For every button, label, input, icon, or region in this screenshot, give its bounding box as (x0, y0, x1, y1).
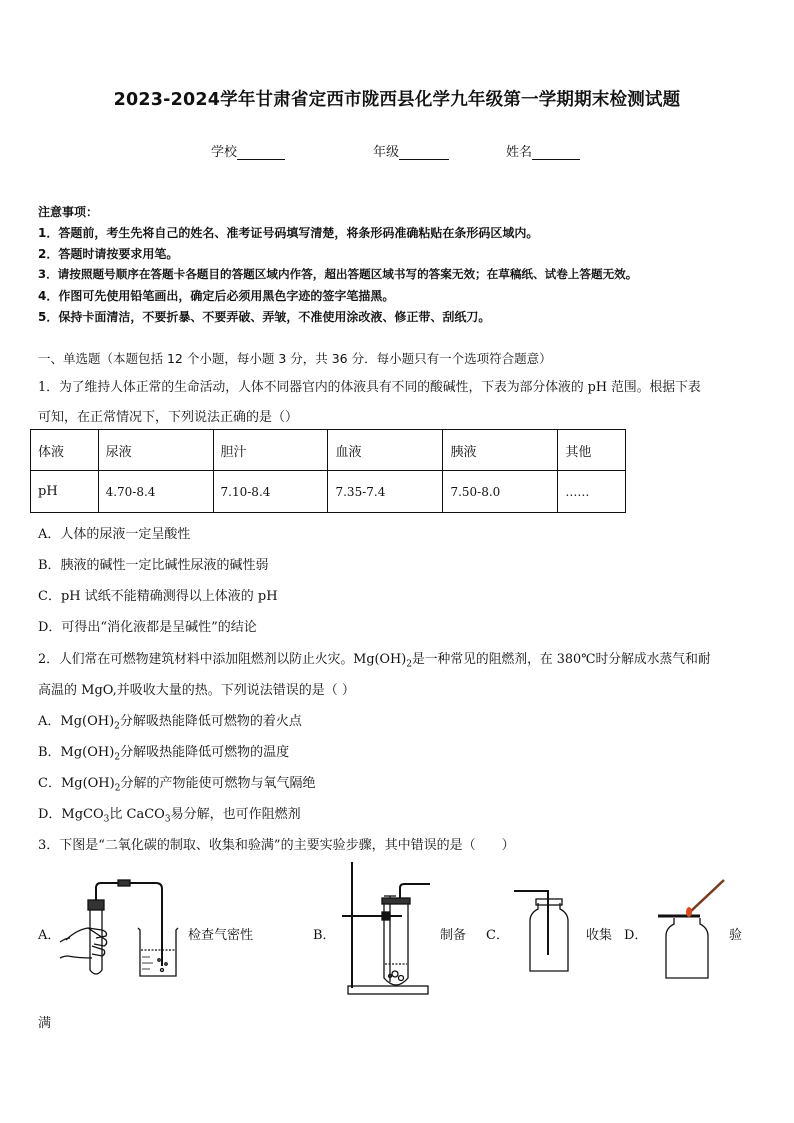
grade-field[interactable] (373, 141, 449, 160)
grade-blank[interactable] (399, 146, 449, 160)
q3-option-b-label: 制备 (440, 928, 467, 943)
option-part: A．Mg(OH) (38, 714, 115, 729)
q1-option-c: C．pH 试纸不能精确测得以上体液的 pH (38, 589, 278, 604)
subscript: 2 (114, 721, 120, 732)
notice-item: 3．请按照题号顺序在答题卡各题目的答题区域内作答，超出答题区域书写的答案无效；在草稿纸、试卷上答题无效。 (38, 267, 638, 281)
table-cell: 胰液 (443, 430, 558, 471)
preparation-diagram (338, 860, 438, 1000)
q1-option-b: B．胰液的碱性一定比碱性尿液的碱性弱 (38, 558, 269, 573)
table-cell: 血液 (328, 430, 443, 471)
notice-item: 1．答题前，考生先将自己的姓名、准考证号码填写清楚，将条形码准确粘贴在条形码区域内。 (38, 226, 539, 240)
name-field[interactable] (506, 141, 580, 160)
table-cell: 尿液 (98, 430, 213, 471)
option-part: 分解的产物能使可燃物与氧气隔绝 (120, 776, 316, 791)
q2-option-d (38, 803, 301, 825)
q1-option-d: D．可得出“消化液都是呈碱性”的结论 (38, 620, 257, 635)
gas-collection-diagram (512, 885, 582, 975)
grade-label: 年级 (373, 145, 400, 160)
q2-stem-part: 是一种常见的阻燃剂，在 380℃时分解成水蒸气和耐 (411, 652, 711, 667)
notice-heading: 注意事项： (38, 205, 99, 219)
table-cell: 7.50-8.0 (443, 471, 558, 513)
option-part: D．MgCO (38, 807, 104, 822)
ph-table (30, 429, 626, 513)
q3-option-d-label-cont: 满 (38, 1016, 52, 1031)
q3-option-d-label: 验 (729, 928, 743, 943)
notice-item: 4．作图可先使用铅笔画出，确定后必须用黑色字迹的签字笔描黑。 (38, 289, 395, 303)
table-row (31, 471, 626, 513)
q3-stem: 3．下图是“二氧化碳的制取、收集和验满”的主要实验步骤，其中错误的是（ ） (38, 838, 515, 853)
verify-full-diagram (654, 876, 730, 982)
school-blank[interactable] (237, 146, 285, 160)
q3-option-d-letter: D． (624, 928, 648, 943)
q2-option-c (38, 772, 315, 794)
table-cell: pH (31, 471, 99, 513)
table-cell: 4.70-8.4 (98, 471, 213, 513)
q2-option-a (38, 710, 302, 732)
subscript: 2 (114, 752, 121, 763)
table-cell: 体液 (31, 430, 99, 471)
q3-option-c-letter: C． (486, 928, 509, 943)
q2-stem-part: 2．人们常在可燃物建筑材料中添加阻燃剂以防止火灾。Mg(OH) (38, 652, 407, 667)
table-cell: 7.35-7.4 (328, 471, 443, 513)
table-cell: …… (558, 471, 626, 513)
subscript: 2 (114, 783, 121, 794)
option-part: 易分解，也可作阻燃剂 (170, 807, 301, 822)
option-part: 分解吸热能降低可燃物的温度 (120, 745, 290, 760)
table-header-row (31, 430, 626, 471)
option-part: 比 CaCO (109, 807, 165, 822)
option-part: B．Mg(OH) (38, 745, 115, 760)
q1-option-a: A．人体的尿液一定呈酸性 (38, 527, 191, 542)
q1-stem-line2: 可知，在正常情况下，下列说法正确的是（） (38, 410, 299, 425)
school-field[interactable] (211, 141, 285, 160)
q3-option-c-label: 收集 (586, 928, 613, 943)
school-label: 学校 (211, 145, 238, 160)
section-heading: 一、单选题（本题包括 12 个小题，每小题 3 分，共 36 分．每小题只有一个选项符合题意） (38, 351, 552, 366)
subscript: 3 (103, 814, 110, 825)
table-cell: 其他 (558, 430, 626, 471)
q2-stem-line2: 高温的 MgO,并吸收大量的热。下列说法错误的是（ ） (38, 683, 355, 698)
subscript: 2 (406, 659, 412, 670)
notice-item: 2．答题时请按要求用笔。 (38, 247, 179, 261)
q1-stem-line1: 1．为了维持人体正常的生命活动，人体不同器官内的体液具有不同的酸碱性，下表为部分体液的 pH 范围。根据下表 (38, 380, 701, 395)
name-label: 姓名 (506, 145, 533, 160)
table-cell: 胆汁 (213, 430, 328, 471)
q3-option-a-label: 检查气密性 (188, 928, 254, 943)
airtightness-check-diagram (58, 878, 188, 983)
notice-item: 5．保持卡面清洁，不要折暴、不要弄破、弄皱，不准使用涂改液、修正带、刮纸刀。 (38, 310, 491, 324)
option-part: C．Mg(OH) (38, 776, 115, 791)
q3-option-a-letter: A． (38, 928, 61, 943)
subscript: 3 (164, 814, 171, 825)
table-cell: 7.10-8.4 (213, 471, 328, 513)
page-title: 2023-2024学年甘肃省定西市陇西县化学九年级第一学期期末检测试题 (113, 90, 681, 110)
q2-option-b (38, 741, 289, 763)
name-blank[interactable] (532, 146, 580, 160)
option-part: 分解吸热能降低可燃物的着火点 (119, 714, 302, 729)
q3-option-b-letter: B． (313, 928, 336, 943)
q2-stem-line1 (38, 648, 711, 670)
